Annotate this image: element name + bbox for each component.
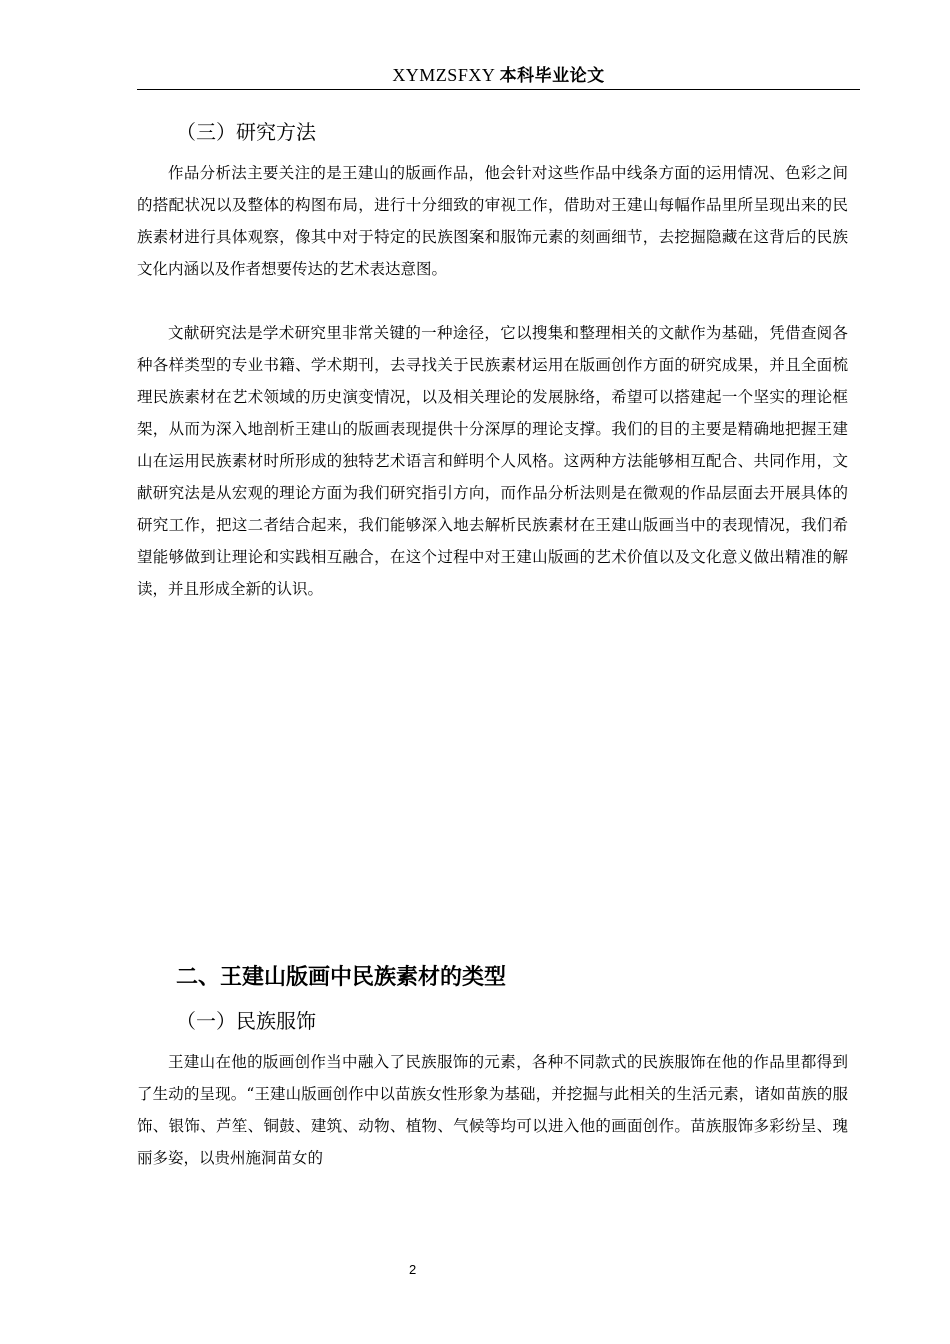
- paragraph-ethnic-costume: 王建山在他的版画创作当中融入了民族服饰的元素，各种不同款式的民族服饰在他的作品里都得到了生动的呈现。“王建山版画创作中以苗族女性形象为基础，并挖掘与此相关的生活元素，诸如苗族的服饰、银饰、芦笙、铜鼓、建筑、动物、植物、气候等均可以进入他的画面创作。苗族服饰多彩纷呈、瑰丽多姿，以贵州施洞苗女的: [137, 1053, 848, 1167]
- paragraph-work-analysis: 作品分析法主要关注的是王建山的版画作品，他会针对这些作品中线条方面的运用情况、色彩之间的搭配状况以及整体的构图布局，进行十分细致的审视工作，借助对王建山每幅作品里所呈现出来的民族素材进行具体观察，像其中对于特定的民族图案和服饰元素的刻画细节，去挖掘隐藏在这背后的民族文化内涵以及作者想要传达的艺术表达意图。: [137, 164, 848, 278]
- header-title: 本科毕业论文: [499, 66, 605, 86]
- chapter-heading-material-types: 二、王建山版画中民族素材的类型: [176, 965, 507, 990]
- section-heading-ethnic-costume: （一）民族服饰: [176, 1009, 316, 1033]
- page-number-value: 2: [409, 1262, 417, 1277]
- running-header: [137, 64, 860, 87]
- section-heading-research-methods: （三）研究方法: [176, 120, 316, 144]
- header-code: XYMZSFXY: [392, 65, 495, 85]
- paragraph-literature-research: 文献研究法是学术研究里非常关键的一种途径，它以搜集和整理相关的文献作为基础，凭借查阅各种各样类型的专业书籍、学术期刊，去寻找关于民族素材运用在版画创作方面的研究成果，并且全面梳理民族素材在艺术领域的历史演变情况，以及相关理论的发展脉络，希望可以搭建起一个坚实的理论框架，从而为深入地剖析王建山的版画表现提供十分深厚的理论支撑。我们的目的主要是精确地把握王建山在运用民族素材时所形成的独特艺术语言和鲜明个人风格。这两种方法能够相互配合、共同作用，文献研究法是从宏观的理论方面为我们研究指引方向，而作品分析法则是在微观的作品层面去开展具体的研究工作，把这二者结合起来，我们能够深入地去解析民族素材在王建山版画当中的表现情况，我们希望能够做到让理论和实践相互融合，在这个过程中对王建山版画的艺术价值以及文化意义做出精准的解读，并且形成全新的认识。: [137, 324, 848, 598]
- header-rule: [137, 89, 860, 90]
